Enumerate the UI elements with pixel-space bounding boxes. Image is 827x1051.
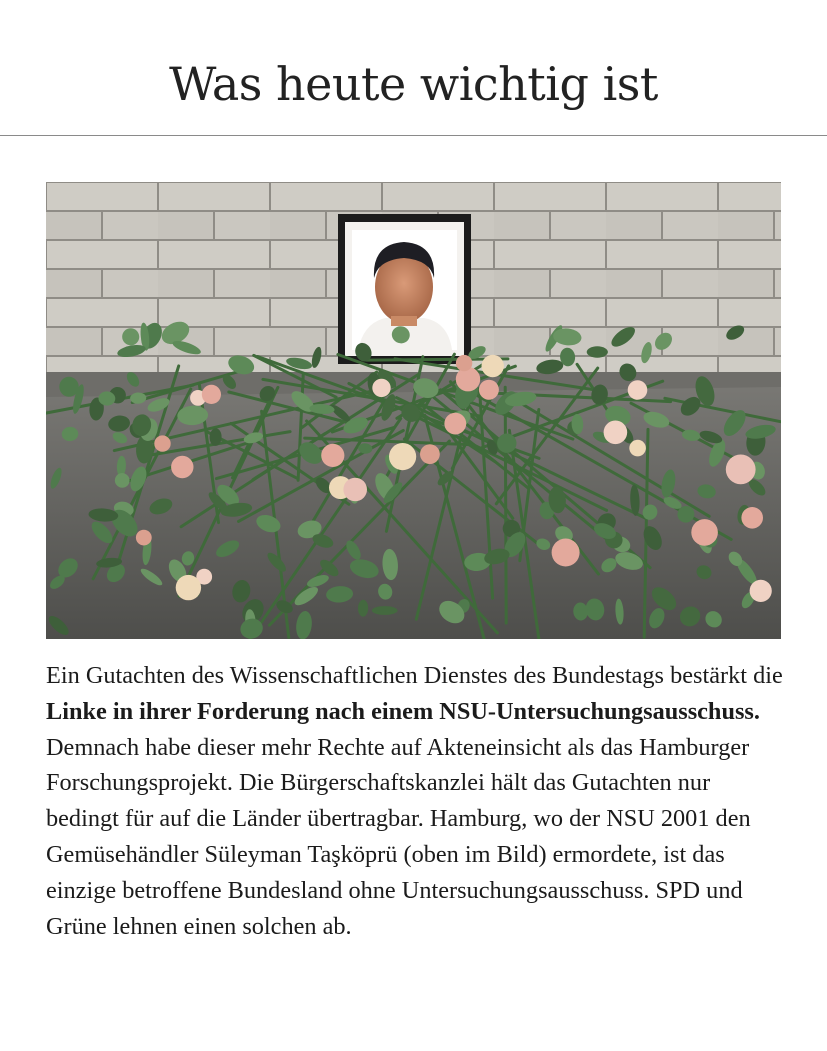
rose-leaf bbox=[372, 606, 398, 615]
rose-bloom bbox=[154, 435, 170, 451]
article-text-highlight[interactable]: Linke in ihrer Forderung nach einem NSU-Untersuchungsausschuss. bbox=[46, 697, 760, 725]
rose-bloom bbox=[628, 380, 648, 400]
rose-leaf bbox=[587, 346, 608, 357]
rose-bloom bbox=[552, 539, 580, 567]
rose-bloom bbox=[482, 355, 504, 377]
rose-bloom bbox=[691, 519, 718, 546]
photo-memorial-icon bbox=[46, 182, 781, 639]
rose-bloom bbox=[456, 355, 472, 371]
rose-bloom bbox=[171, 456, 193, 478]
rose-bloom bbox=[479, 380, 499, 400]
rose-bloom bbox=[202, 385, 221, 404]
rose-bloom bbox=[389, 443, 416, 470]
rose-bloom bbox=[136, 530, 152, 546]
rose-bloom bbox=[726, 455, 756, 485]
rose-bloom bbox=[372, 379, 390, 397]
rose-bloom bbox=[750, 580, 772, 602]
rose-bloom bbox=[444, 413, 466, 435]
rose-bloom bbox=[456, 367, 480, 391]
page-title: Was heute wichtig ist bbox=[169, 57, 658, 111]
rose-bloom bbox=[176, 575, 201, 600]
rose-bloom bbox=[741, 507, 763, 529]
article-photo bbox=[46, 182, 781, 639]
article-text-intro: Ein Gutachten des Wissenschaftlichen Dienstes des Bundestags bestärkt die bbox=[46, 662, 783, 689]
rose-bloom bbox=[321, 444, 344, 467]
page-header bbox=[0, 0, 827, 136]
rose-bloom bbox=[629, 440, 646, 457]
article-text bbox=[46, 658, 786, 944]
rose-bloom bbox=[343, 478, 367, 502]
rose-bloom bbox=[420, 444, 440, 464]
flower-stem bbox=[505, 387, 506, 623]
rose-bloom bbox=[604, 421, 628, 445]
article-text-body: Demnach habe dieser mehr Rechte auf Akteneinsicht als das Hamburger Forschungsprojekt. Die Bürgerschaftskanzlei hält das Gutachten nur bedingt für auf die Länder übertragbar. Hamburg, wo der NSU 2001 den Gemüsehändler Süleyman Taşköprü (oben im Bild) ermordete, ist das einzige betroffene Bundesland ohne Untersuchungsausschuss. SPD und Grüne lehnen einen solchen ab. bbox=[46, 733, 751, 940]
